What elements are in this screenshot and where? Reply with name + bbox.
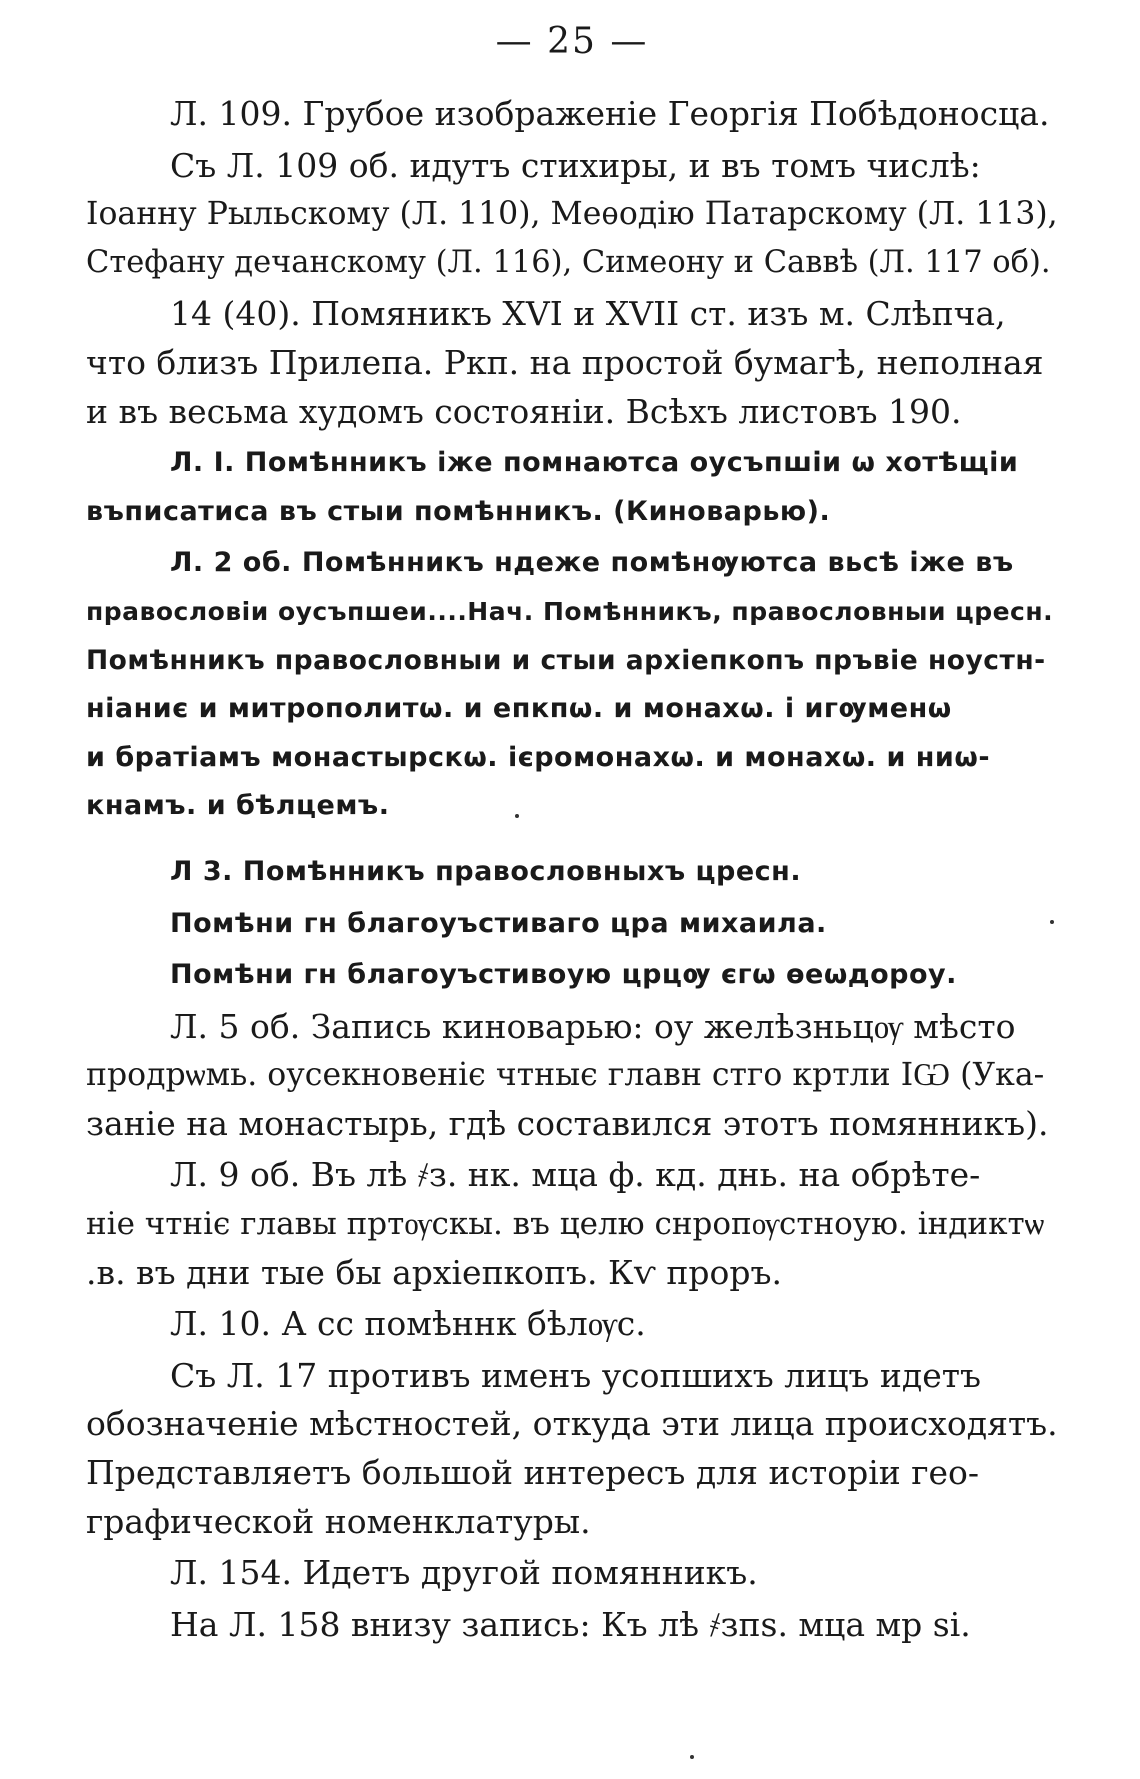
text-line: Л. 2 об. Помѣнникъ ндеже помѣнѹютса вьсѣ іже въ (170, 547, 1014, 579)
text-line: Помѣнникъ правословныи и стыи архіепкопъ пръвіе ноустн- (86, 644, 1046, 676)
page-body (86, 90, 1058, 1649)
paragraph-p7 (86, 900, 1058, 949)
text-line: обозначеніе мѣстностей, откуда эти лица происходятъ. (86, 1404, 1058, 1444)
paragraph-p1 (86, 90, 1058, 139)
text-line: и братіамъ монастырскѡ. ієромонахѡ. и монахѡ. и ниѡ- (86, 741, 991, 773)
page-number: — 25 — (495, 21, 649, 62)
paragraph-p8 (86, 951, 1058, 1000)
text-line: .в. въ дни тые бы архіепкопъ. Кѵ проръ. (86, 1252, 783, 1292)
text-line: что близъ Прилепа. Ркп. на простой бумагѣ, неполная (86, 342, 1044, 382)
text-line: Помѣни гн благоуъстиваго цра михаила. (170, 907, 827, 939)
paragraph-p6 (86, 848, 1058, 897)
paragraph-p13 (86, 1549, 1058, 1598)
text-line: Стефану дечанскому (Л. 116), Симеону и Саввѣ (Л. 117 об). (86, 244, 1051, 280)
print-speck (515, 814, 519, 818)
text-line: 14 (40). Помяникъ XVI и XVII ст. изъ м. Слѣпча, (170, 294, 1006, 334)
text-line: ніаниє и митрополитѡ. и епкпѡ. и монахѡ. і игѹменѡ (86, 693, 952, 725)
text-line: Съ Л. 17 противъ именъ усопшихъ лицъ идетъ (170, 1355, 981, 1395)
paragraph-p11 (86, 1300, 1058, 1349)
text-line: правословіи оусъпшеи....Нач. Помѣнникъ, правословныи цресн. (86, 596, 1054, 626)
text-line: Л. 9 об. Въ лѣ ҂з. нк. мца ф. кд. днь. на обрѣте- (170, 1155, 981, 1195)
text-line: и въ весьма худомъ состояніи. Всѣхъ листовъ 190. (86, 391, 962, 431)
paragraph-p5 (86, 539, 1058, 831)
paragraph-p12 (86, 1352, 1058, 1546)
text-line: ніе чтніє главы пртѹскы. въ целю снропѹстноую. індиктѡ (86, 1206, 1045, 1243)
text-line: На Л. 158 внизу запись: Къ лѣ ҂зпѕ. мца мр ѕі. (170, 1604, 971, 1644)
text-line: продрѡмь. оусекновеніє чтныє главн стго кртли ІѠ (Ука- (86, 1057, 1045, 1094)
paragraph-p4 (86, 439, 1058, 536)
paragraph-p9 (86, 1003, 1058, 1149)
text-line: въписатиса въ стыи помѣнникъ. (Киноварью). (86, 495, 831, 527)
paragraph-p10 (86, 1151, 1058, 1297)
text-line: Іоанну Рыльскому (Л. 110), Меѳодію Патарскому (Л. 113), (86, 196, 1058, 233)
text-line: Съ Л. 109 об. идутъ стихиры, и въ томъ числѣ: (170, 145, 981, 185)
text-line: Помѣни гн благоуъстивоую црцѹ єгѡ ѳеѡдороу. (170, 959, 957, 991)
spacer (86, 834, 1058, 848)
text-line: кнамъ. и бѣлцемъ. (86, 790, 390, 822)
text-line: Л 3. Помѣнникъ правословныхъ цресн. (170, 855, 802, 887)
text-line: заніе на монастырь, гдѣ составился этотъ помянникъ). (86, 1103, 1049, 1143)
print-speck (690, 1755, 694, 1759)
text-line: Л. 5 об. Запись киноварью: оу желѣзньцѹ мѣсто (170, 1006, 1016, 1046)
print-speck (1050, 920, 1054, 924)
paragraph-p3 (86, 290, 1058, 436)
text-line: Представляетъ большой интересъ для исторіи гео- (86, 1453, 980, 1493)
text-line: Л. 10. А сс помѣннк бѣлѹс. (170, 1304, 646, 1344)
text-line: графической номенклатуры. (86, 1501, 591, 1541)
text-line: Л. 154. Идетъ другой помянникъ. (170, 1553, 758, 1593)
paragraph-p14 (86, 1601, 1058, 1650)
text-line: Л. I. Помѣнникъ іже помнаютса оусъпшіи ѡ хотѣщіи (170, 447, 1019, 479)
text-line: Л. 109. Грубое изображеніе Георгія Побѣдоносца. (170, 94, 1050, 133)
paragraph-p2 (86, 142, 1058, 288)
